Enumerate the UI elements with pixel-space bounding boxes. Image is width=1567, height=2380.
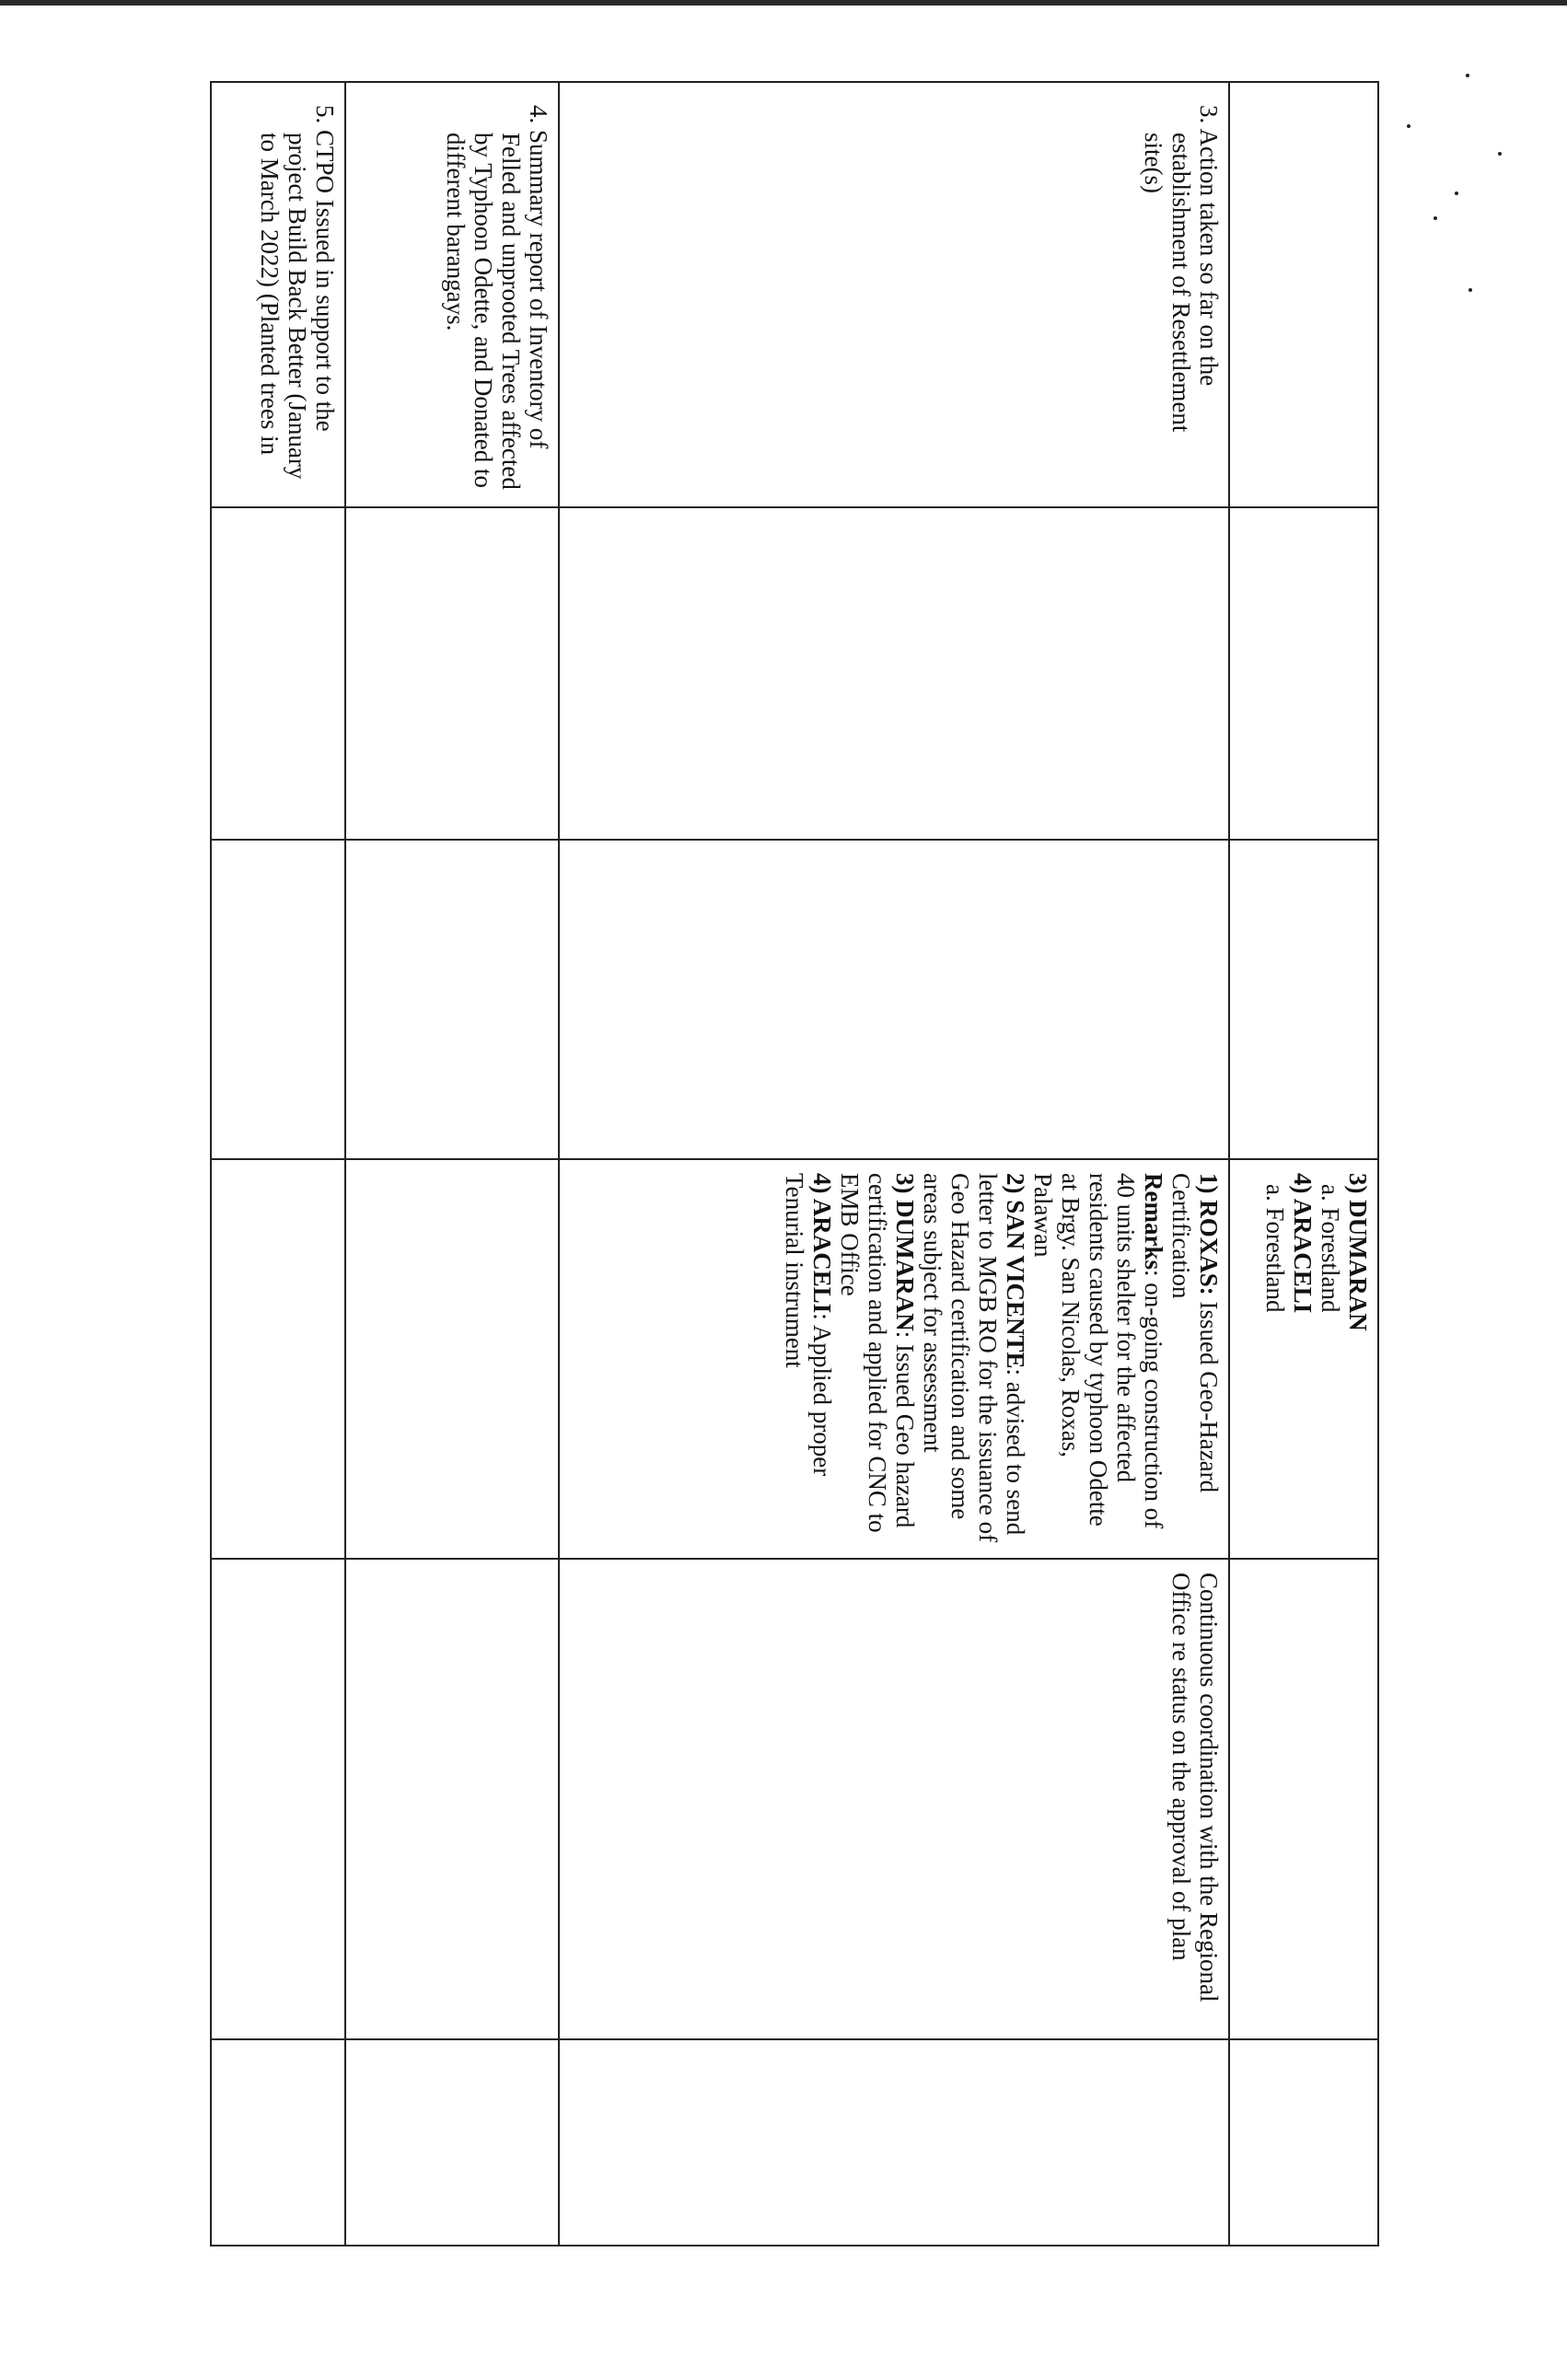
- activity-cell: [211, 82, 345, 507]
- rotated-page-content: [212, 81, 1379, 2245]
- scan-speck: [1407, 124, 1410, 128]
- target-cell: [1229, 507, 1378, 840]
- remarks-cell: [345, 1559, 559, 2039]
- table-row: [559, 82, 1229, 2246]
- scan-speck: [1498, 152, 1502, 156]
- scan-speck: [1455, 192, 1458, 195]
- municipality-heading: 4) ARACELI: [1289, 1173, 1317, 1314]
- remarks-cell: [1229, 1559, 1378, 2039]
- land-class-item: a. Forestland: [1261, 1184, 1289, 1313]
- status-paragraph: 2) SAN VICENTE: advised to send letter to MGB RO for the issuance of Geo Hazard certification and some areas subject for assessment: [919, 1173, 1029, 1543]
- status-paragraph: 1) ROXAS: Issued Geo-Hazard Certification: [1167, 1173, 1223, 1493]
- extra-cell: [211, 2039, 345, 2246]
- item-number: 4.: [525, 105, 552, 124]
- extra-cell: [1229, 2039, 1378, 2246]
- item-text: CTPO Issued in support to the project Build Back Better (January to March 2022) (Planted trees in: [256, 130, 339, 480]
- item-text: Summary report of Inventory of Felled and unprooted Trees affected by Typhoon Odette, and Donated to different barangays.: [442, 130, 552, 490]
- scan-speck: [1468, 288, 1472, 292]
- accomplishment-cell: [559, 840, 1229, 1159]
- extra-cell: [559, 2039, 1229, 2246]
- table-row: [345, 82, 559, 2246]
- accomplishment-cell: [1229, 840, 1378, 1159]
- land-class-item: a. Forestland: [1317, 1184, 1344, 1313]
- scan-speck: [1434, 216, 1437, 220]
- scan-speck: [1466, 74, 1469, 77]
- scan-top-edge: [0, 0, 1567, 6]
- extra-cell: [345, 2039, 559, 2246]
- status-cell: [559, 1159, 1229, 1559]
- accomplishment-cell: [211, 840, 345, 1159]
- status-cell: [1229, 1159, 1378, 1559]
- target-cell: [211, 507, 345, 840]
- status-cell: [211, 1159, 345, 1559]
- activity-cell: [559, 82, 1229, 507]
- activity-cell: [345, 82, 559, 507]
- remarks-text: Continuous coordination with the Regional Office re status on the approval of plan: [1167, 1573, 1223, 2003]
- activity-cell: [1229, 82, 1378, 507]
- status-paragraph: Remarks: on-going construction of 40 units shelter for the affected residents caused by typhoon Odette at Brgy. San Nicolas, Roxas, Palawan: [1029, 1173, 1167, 1529]
- target-cell: [559, 507, 1229, 840]
- item-number: 5.: [311, 105, 339, 124]
- target-cell: [345, 507, 559, 840]
- table-row: [1229, 82, 1378, 2246]
- report-table: [210, 81, 1379, 2246]
- table-row: [211, 82, 345, 2246]
- municipality-heading: 3) DUMARAN: [1344, 1173, 1372, 1331]
- status-paragraph: 4) ARACELI: Applied proper Tenurial instrument: [781, 1173, 836, 1477]
- accomplishment-cell: [345, 840, 559, 1159]
- remarks-cell: [559, 1559, 1229, 2039]
- remarks-cell: [211, 1559, 345, 2039]
- status-cell: [345, 1159, 559, 1559]
- item-text: Action taken so far on the establishment of Resettlement site(s): [1140, 128, 1223, 433]
- status-paragraph: 3) DUMARAN: Issued Geo hazard certification and applied for CNC to EMB Office: [836, 1173, 919, 1533]
- item-number: 3.: [1195, 105, 1223, 124]
